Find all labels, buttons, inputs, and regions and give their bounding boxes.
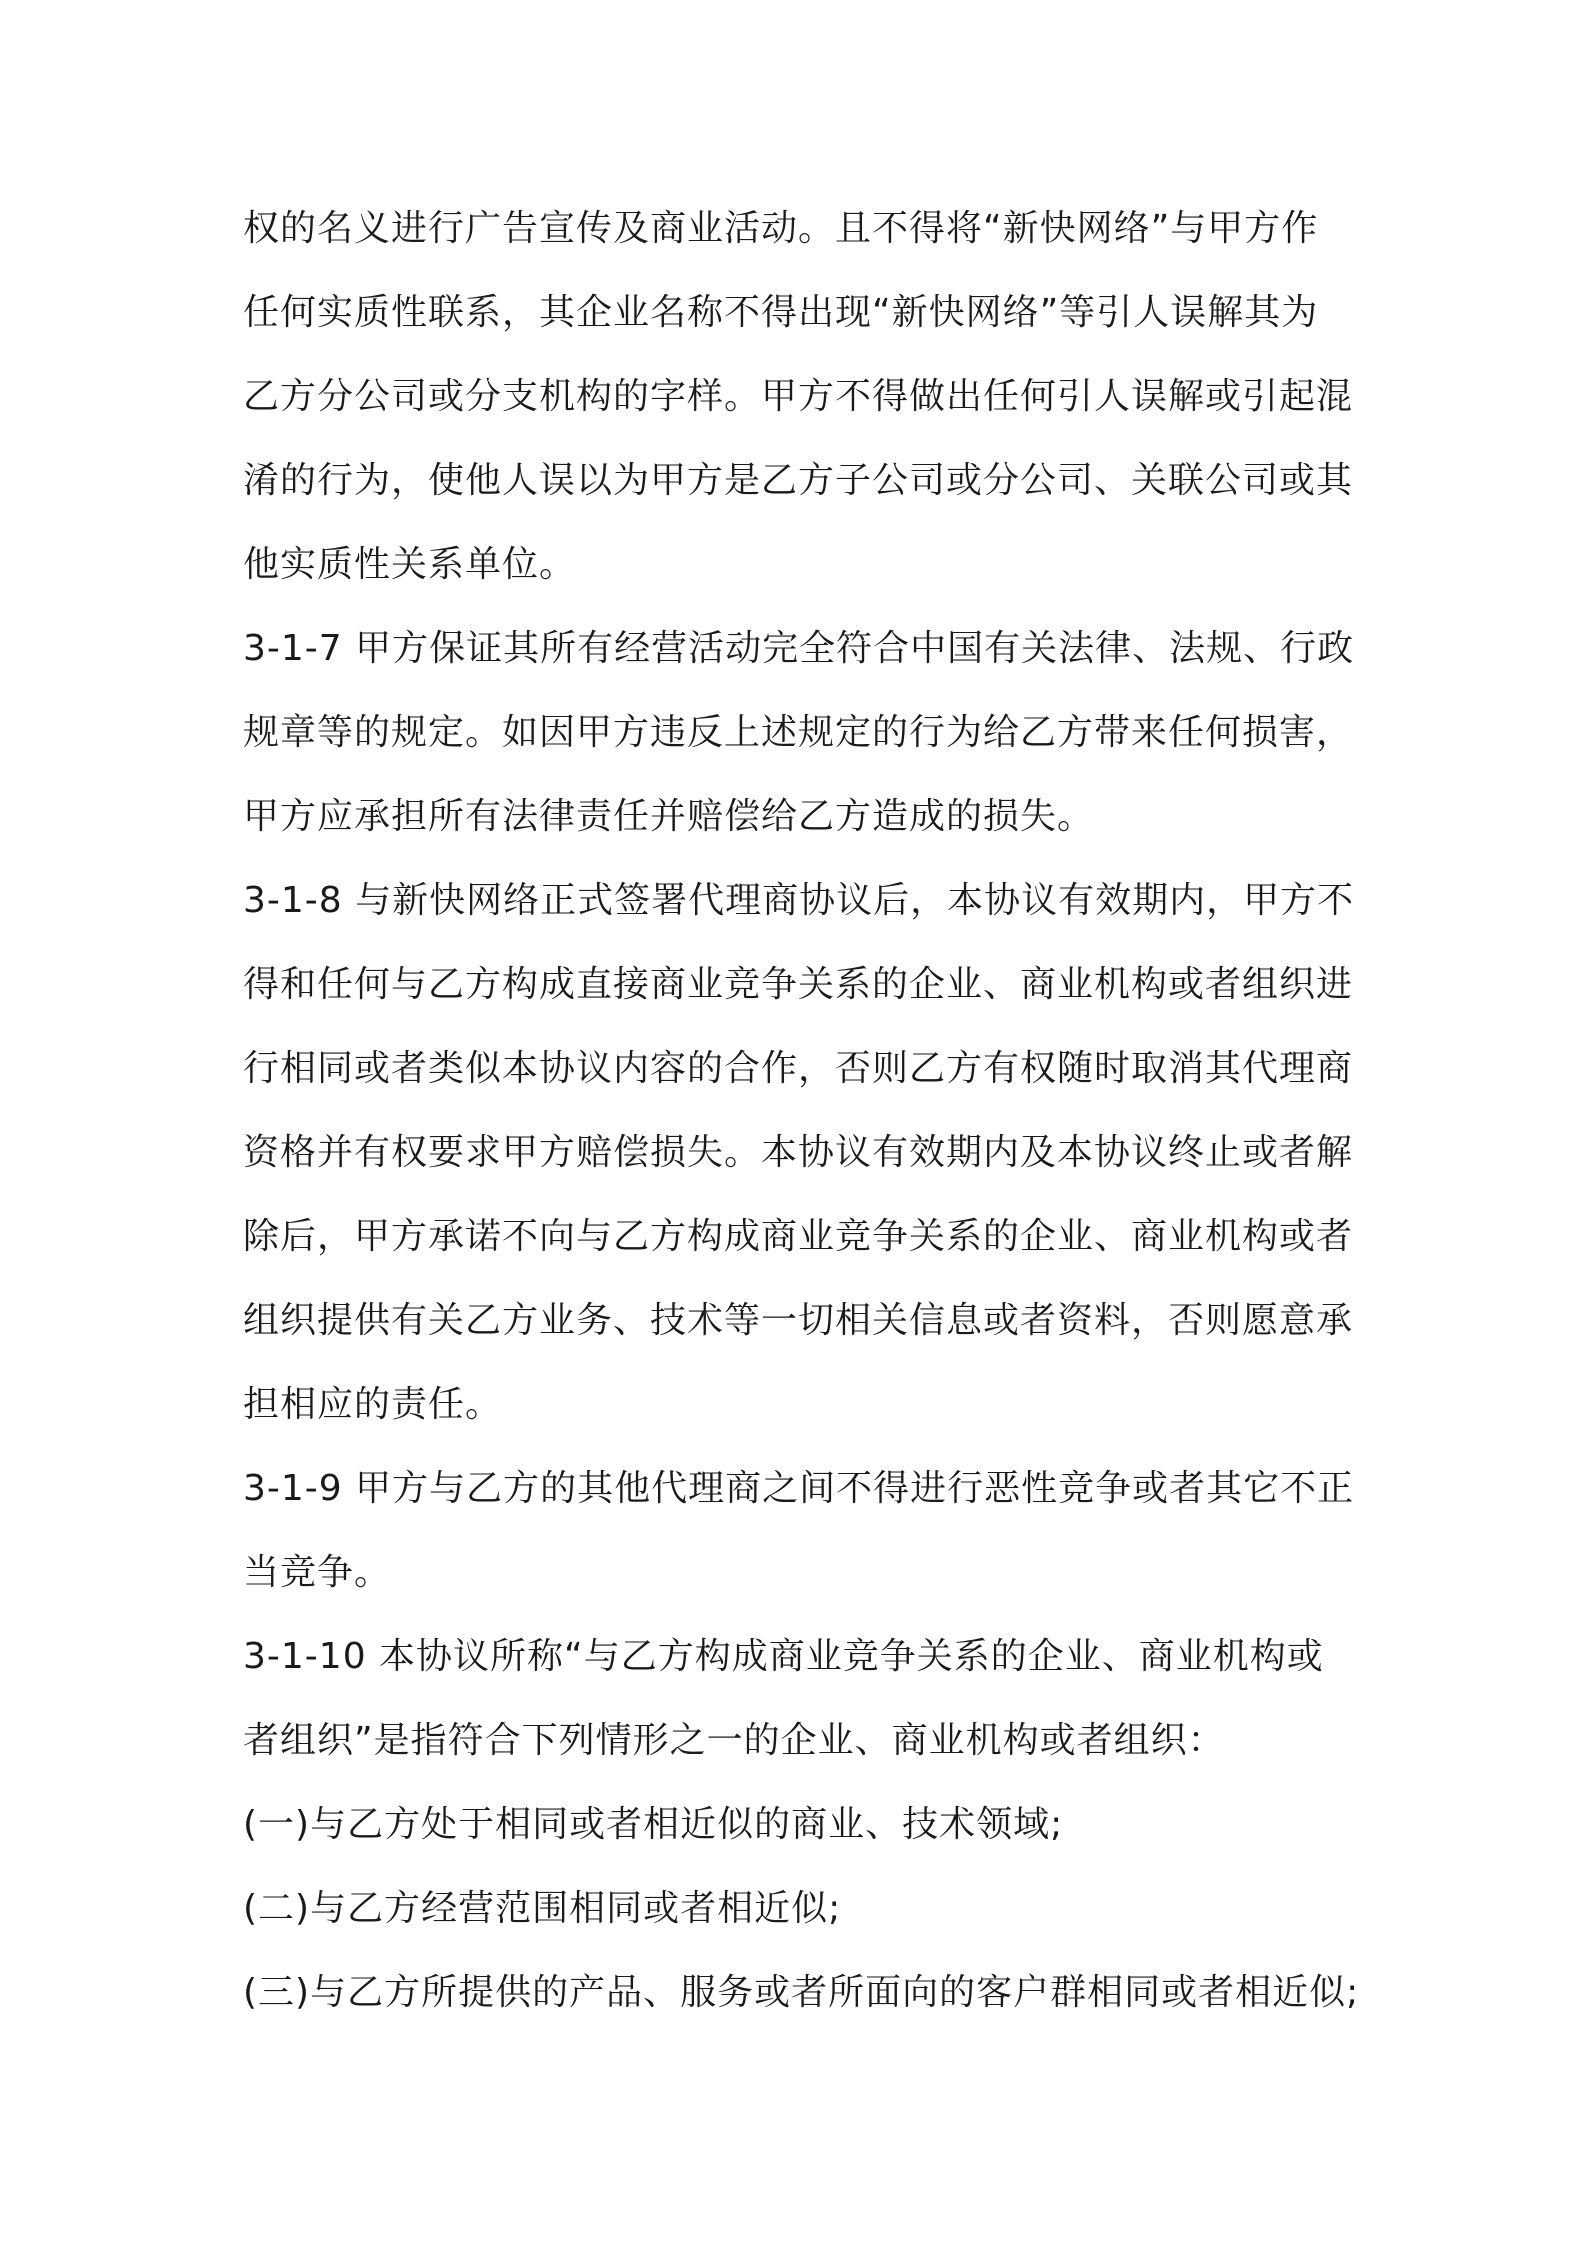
text-line: 除后，甲方承诺不向与乙方构成商业竞争关系的企业、商业机构或者 xyxy=(243,1216,1354,1257)
text-line: 担相应的责任。 xyxy=(243,1384,503,1425)
text-line: 资格并有权要求甲方赔偿损失。本协议有效期内及本协议终止或者解 xyxy=(243,1132,1354,1173)
list-item-2: (二)与乙方经营范围相同或者相近似; xyxy=(243,1888,842,1929)
text-line: 当竞争。 xyxy=(243,1552,392,1593)
list-item-3: (三)与乙方所提供的产品、服务或者所面向的客户群相同或者相近似; xyxy=(243,1972,1360,2013)
text-line: 甲方应承担所有法律责任并赔偿给乙方造成的损失。 xyxy=(243,796,1095,837)
clause-3-1-8-line: 3-1-8 与新快网络正式签署代理商协议后，本协议有效期内，甲方不 xyxy=(243,880,1355,921)
text-line: 淆的行为，使他人误以为甲方是乙方子公司或分公司、关联公司或其 xyxy=(243,460,1354,501)
text-line: 他实质性关系单位。 xyxy=(243,544,577,585)
clause-3-1-7-line: 3-1-7 甲方保证其所有经营活动完全符合中国有关法律、法规、行政 xyxy=(243,628,1355,669)
list-item-1: (一)与乙方处于相同或者相近似的商业、技术领域; xyxy=(243,1804,1064,1845)
text-line: 权的名义进行广告宣传及商业活动。且不得将“新快网络”与甲方作 xyxy=(243,208,1319,249)
clause-3-1-10-line: 3-1-10 本协议所称“与乙方构成商业竞争关系的企业、商业机构或 xyxy=(243,1636,1324,1677)
document-body xyxy=(243,187,1360,2035)
clause-3-1-9-line: 3-1-9 甲方与乙方的其他代理商之间不得进行恶性竞争或者其它不正 xyxy=(243,1468,1355,1509)
text-line: 规章等的规定。如因甲方违反上述规定的行为给乙方带来任何损害， xyxy=(243,712,1354,753)
text-line: 者组织”是指符合下列情形之一的企业、商业机构或者组织： xyxy=(243,1720,1225,1761)
text-line: 任何实质性联系，其企业名称不得出现“新快网络”等引人误解其为 xyxy=(243,292,1319,333)
text-line: 组织提供有关乙方业务、技术等一切相关信息或者资料，否则愿意承 xyxy=(243,1300,1354,1341)
text-line: 得和任何与乙方构成直接商业竞争关系的企业、商业机构或者组织进 xyxy=(243,964,1354,1005)
text-line: 行相同或者类似本协议内容的合作，否则乙方有权随时取消其代理商 xyxy=(243,1048,1354,1089)
text-line: 乙方分公司或分支机构的字样。甲方不得做出任何引人误解或引起混 xyxy=(243,376,1354,417)
